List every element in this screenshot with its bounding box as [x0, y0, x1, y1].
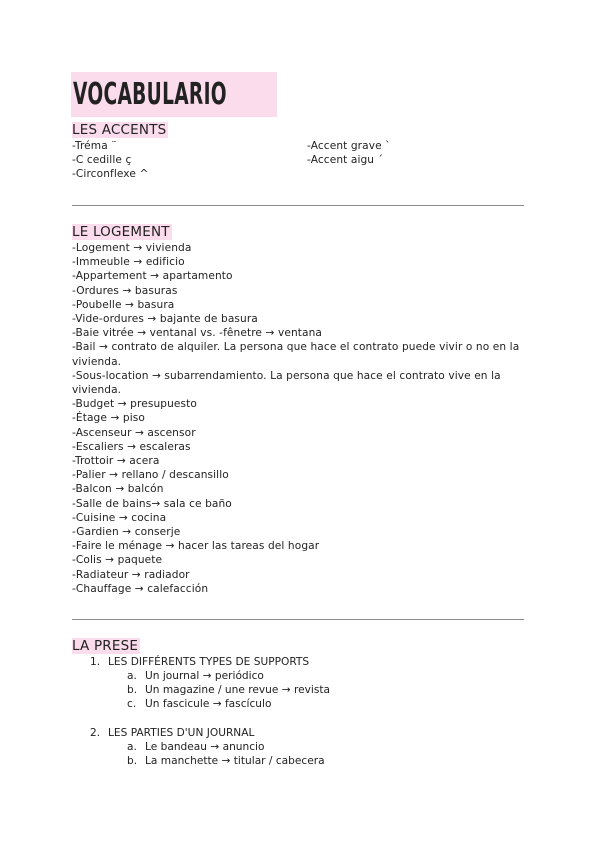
list-letter: a.: [127, 670, 137, 682]
vocab-item: -Trottoir → acera: [72, 455, 160, 468]
list-item: Le bandeau → anuncio: [145, 741, 265, 753]
vocab-item: -Faire le ménage → hacer las tareas del hogar: [72, 540, 320, 553]
accents-left-list: [72, 139, 148, 182]
vocab-item: -Ordures → basuras: [72, 284, 178, 297]
vocab-item: -Appartement → apartamento: [72, 270, 233, 283]
vocab-item: -Immeuble → edificio: [72, 256, 185, 269]
section-number: 2.: [90, 727, 101, 739]
list-letter: b.: [127, 684, 138, 696]
vocab-item: -Bail → contrato de alquiler. La persona que hace el contrato puede vivir o no en la vivienda.: [72, 341, 520, 368]
vocab-item: -Gardien → conserje: [72, 526, 181, 539]
vocab-item: -Vide-ordures → bajante de basura: [72, 313, 258, 326]
vocab-item: -Logement → vivienda: [72, 242, 192, 254]
vocab-item: -Budget → presupuesto: [72, 398, 197, 411]
list-letter: a.: [127, 741, 137, 753]
vocab-item: -Palier → rellano / descansillo: [72, 469, 229, 482]
vocab-item: -Cuisine → cocina: [72, 511, 167, 524]
vocab-item: -Colis → paquete: [72, 554, 163, 567]
vocab-item: -Salle de bains→ sala ce baño: [72, 497, 232, 510]
accent-item: -Circonflexe ^: [72, 168, 149, 181]
section-title: LES DIFFÉRENTS TYPES DE SUPPORTS: [108, 656, 310, 668]
section-number: 1.: [90, 656, 101, 668]
vocab-item: -Balcon → balcón: [72, 483, 164, 496]
vocab-item: -Escaliers → escaleras: [72, 440, 191, 453]
vocab-item: -Ascenseur → ascensor: [72, 426, 196, 439]
section-title: LES PARTIES D'UN JOURNAL: [108, 727, 255, 739]
logement-list: [72, 241, 524, 596]
vocab-item: -Poubelle → basura: [72, 298, 175, 311]
list-item: Un fascicule → fascículo: [145, 698, 272, 710]
list-item: Un magazine / une revue → revista: [145, 684, 330, 696]
section-divider: [72, 205, 524, 206]
list-letter: b.: [127, 755, 138, 767]
vocab-item: -Chauffage → calefacción: [72, 582, 209, 595]
accent-item: -Accent grave `: [307, 140, 391, 152]
vocab-item: -Sous-location → subarrendamiento. La persona que hace el contrato vive en la vivienda.: [72, 369, 501, 397]
section-divider: [72, 619, 524, 620]
list-item: Un journal → periódico: [145, 670, 264, 682]
accent-item: -C cedille ç: [72, 154, 132, 167]
presse-heading: LA PRESE: [72, 638, 139, 654]
vocab-item: -Étage → piso: [72, 412, 145, 425]
accent-item: -Accent aigu ´: [307, 154, 383, 167]
list-item: La manchette → titular / cabecera: [145, 755, 325, 767]
logement-heading: LE LOGEMENT: [72, 224, 170, 240]
vocab-item: -Baie vitrée → ventanal vs. -fênetre → ventana: [72, 327, 323, 340]
list-letter: c.: [127, 698, 137, 710]
page-title: VOCABULARIO: [73, 77, 227, 112]
accents-right-list: [307, 139, 391, 167]
vocab-item: -Radiateur → radiador: [72, 568, 190, 581]
accents-heading: LES ACCENTS: [72, 122, 167, 138]
accent-item: -Tréma ¨: [72, 140, 117, 152]
page-title-highlight: [71, 72, 277, 117]
